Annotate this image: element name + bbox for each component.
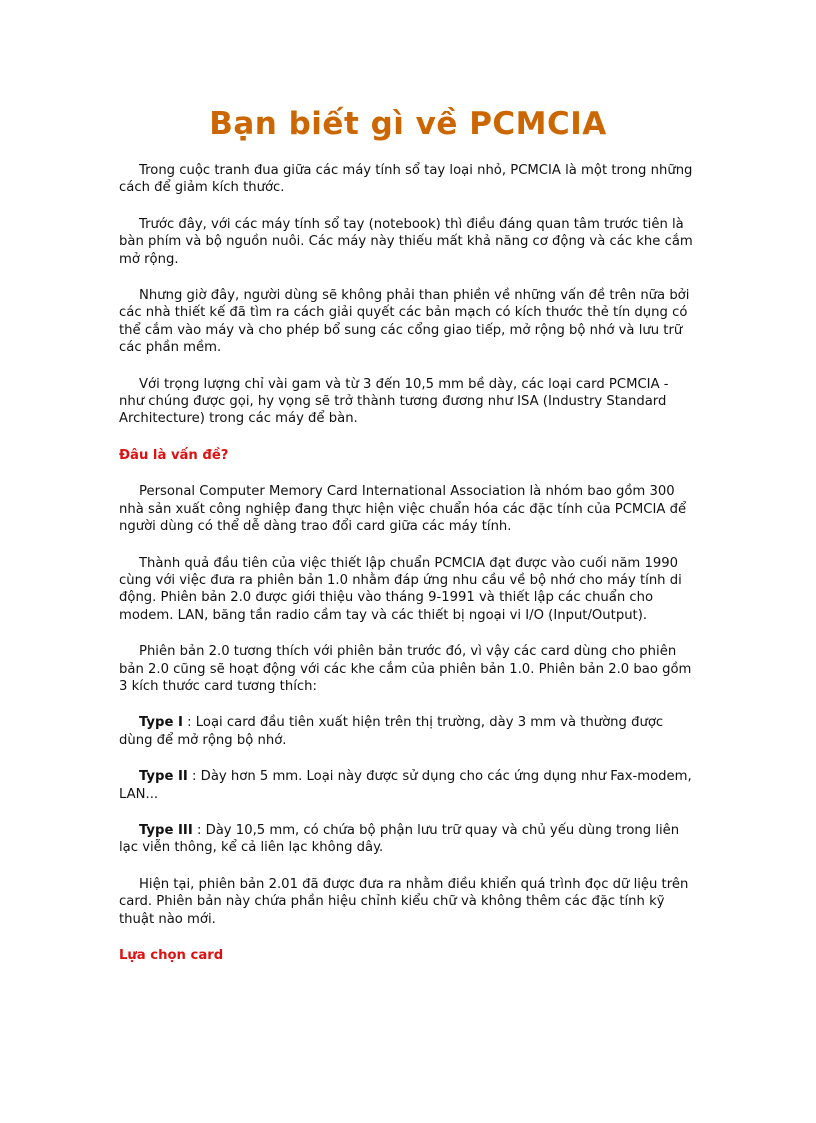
type-item	[119, 768, 697, 803]
document-body	[119, 162, 697, 983]
type-term: Type I	[139, 715, 183, 731]
type-description: : Dày hơn 5 mm. Loại này được sử dụng cho các ứng dụng như Fax-modem, LAN...	[119, 769, 692, 802]
section-heading: Lựa chọn card	[119, 948, 224, 963]
type-item	[119, 714, 697, 749]
type-description: : Dày 10,5 mm, có chứa bộ phận lưu trữ quay và chủ yếu dùng trong liên lạc viễn thông, kể cả liên lạc không dây.	[119, 822, 680, 856]
section-heading: Đâu là vấn đề?	[119, 447, 229, 463]
paragraph: Trong cuộc tranh đua giữa các máy tính sổ tay loại nhỏ, PCMCIA là một trong những cách để giảm kích thước.	[119, 163, 693, 196]
paragraph: Thành quả đầu tiên của việc thiết lập chuẩn PCMCIA đạt được vào cuối năm 1990 cùng với việc đưa ra phiên bản 1.0 nhằm đáp ứng nhu cầu về bộ nhớ cho máy tính di động. Phiên bản 2.0 được giới thiệu vào tháng 9-1991 và thiết lập các chuẩn cho modem. LAN, băng tần radio cầm tay và các thiết bị ngoại vi I/O (Input/Output).	[119, 555, 682, 623]
type-item	[119, 822, 697, 857]
paragraph: Personal Computer Memory Card International Association là nhóm bao gồm 300 nhà sản xuất công nghiệp đang thực hiện việc chuẩn hóa các đặc tính của PCMCIA để người dùng có thể dễ dàng trao đổi card giữa các máy tính.	[119, 484, 687, 535]
type-description: : Loại card đầu tiên xuất hiện trên thị trường, dày 3 mm và thường được dùng để mở rộng bộ nhớ.	[119, 715, 664, 748]
document-title: Bạn biết gì về PCMCIA	[209, 106, 607, 142]
paragraph: Phiên bản 2.0 tương thích với phiên bản trước đó, vì vậy các card dùng cho phiên bản 2.0 cũng sẽ hoạt động với các khe cắm của phiên bản 1.0. Phiên bản 2.0 bao gồm 3 kích thước card tương thích:	[119, 644, 692, 694]
paragraph: Với trọng lượng chỉ vài gam và từ 3 đến 10,5 mm bề dày, các loại card PCMCIA - như chúng được gọi, hy vọng sẽ trở thành tương đương như ISA (Industry Standard Architecture) trong các máy để bàn.	[119, 376, 669, 427]
type-term: Type III	[139, 822, 193, 838]
paragraph: Hiện tại, phiên bản 2.01 đã được đưa ra nhằm điều khiển quá trình đọc dữ liệu trên card. Phiên bản này chứa phần hiệu chỉnh kiểu chữ và không thêm các đặc tính kỹ thuật nào mới.	[119, 876, 689, 927]
paragraph: Nhưng giờ đây, người dùng sẽ không phải than phiền về những vấn đề trên nữa bởi các nhà thiết kế đã tìm ra cách giải quyết các bản mạch có kích thước thẻ tín dụng có thể cắm vào máy và cho phép bổ sung các cổng giao tiếp, mở rộng bộ nhớ và lưu trữ các phần mềm.	[119, 288, 690, 356]
type-term: Type II	[139, 769, 188, 785]
paragraph: Trước đây, với các máy tính sổ tay (notebook) thì điều đáng quan tâm trước tiên là bàn phím và bộ nguồn nuôi. Các máy này thiếu mất khả năng cơ động và các khe cắm mở rộng.	[119, 216, 693, 267]
